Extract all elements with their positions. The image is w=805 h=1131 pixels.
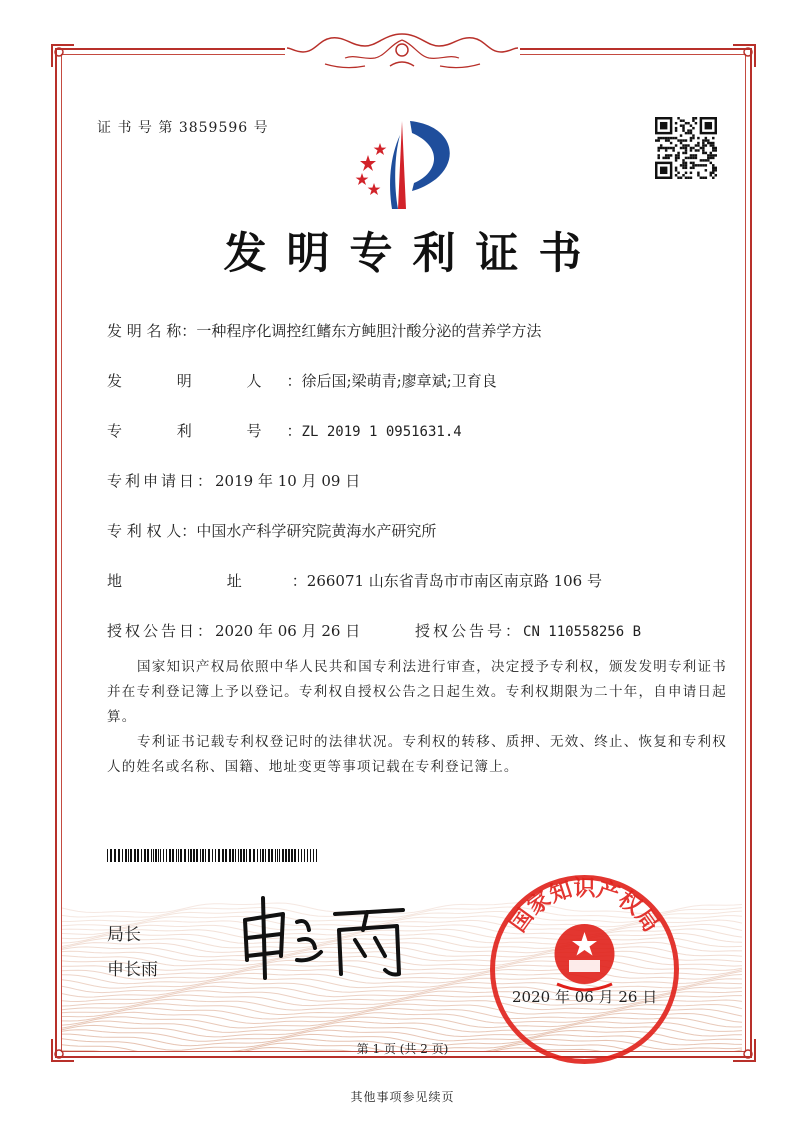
address-label: 地 址： bbox=[107, 572, 357, 590]
patent-number-label: 专 利 号： bbox=[107, 422, 327, 440]
certificate-number-label: 证 书 号 第 bbox=[97, 120, 174, 136]
grant-number-value: CN 110558256 B bbox=[523, 624, 642, 640]
field-patent-number bbox=[107, 420, 462, 441]
filing-date-label: 专利申请日： bbox=[107, 472, 216, 490]
filing-date-value: 2019 年 10 月 09 日 bbox=[215, 472, 361, 490]
certificate-number-value: 3859596 bbox=[178, 120, 249, 136]
patentee-label: 专 利 权 人： bbox=[107, 522, 197, 540]
qr-code[interactable] bbox=[655, 117, 717, 179]
statement-paragraph-1 bbox=[107, 655, 727, 730]
certificate-number-suffix: 号 bbox=[253, 120, 269, 136]
page-number: 第 1 页 (共 2 页) bbox=[356, 1042, 449, 1056]
field-filing-date bbox=[107, 470, 360, 491]
svg-text:国家知识产权局: 国家知识产权局 bbox=[505, 876, 664, 937]
grant-date-value: 2020 年 06 月 26 日 bbox=[215, 622, 361, 640]
top-crest-ornament bbox=[285, 30, 520, 74]
footer-note: 其他事项参见续页 bbox=[350, 1090, 455, 1104]
field-grant-number bbox=[415, 620, 641, 641]
cnipa-logo bbox=[340, 117, 460, 213]
paragraph-text: 专利证书记载专利权登记时的法律状况。专利权的转移、质押、无效、终止、恢复和专利权人的姓名或名称、国籍、地址变更等事项记载在专利登记簿上。 bbox=[107, 734, 727, 775]
page-title: 发明专利证书 bbox=[223, 229, 602, 279]
certificate-number bbox=[97, 117, 269, 137]
invention-name-label: 发 明 名 称： bbox=[107, 322, 197, 340]
invention-name-value: 一种程序化调控红鳍东方鲀胆汁酸分泌的营养学方法 bbox=[196, 322, 542, 340]
seal-date: 2020 年 06 月 26 日 bbox=[512, 988, 658, 1006]
field-address bbox=[107, 570, 602, 591]
grant-number-label: 授权公告号： bbox=[415, 622, 524, 640]
field-patentee bbox=[107, 520, 436, 541]
official-seal bbox=[487, 872, 682, 1067]
patent-number-value: ZL 2019 1 0951631.4 bbox=[301, 424, 462, 440]
director-title: 局长 bbox=[107, 925, 141, 945]
grant-date-label: 授权公告日： bbox=[107, 622, 216, 640]
paragraph-text: 国家知识产权局依照中华人民共和国专利法进行审查，决定授予专利权，颁发发明专利证书并在专利登记簿上予以登记。专利权自授权公告之日起生效。专利权期限为二十年，自申请日起算。 bbox=[107, 659, 727, 725]
field-invention-name bbox=[107, 320, 541, 341]
field-grant-date bbox=[107, 620, 360, 641]
address-value: 266071 山东省青岛市市南区南京路 106 号 bbox=[306, 572, 602, 590]
barcode bbox=[107, 849, 319, 862]
corner-ornament bbox=[731, 43, 757, 69]
inventors-label: 发 明 人： bbox=[107, 372, 327, 390]
inventors-value: 徐后国;梁萌青;廖章斌;卫育良 bbox=[301, 372, 497, 390]
corner-ornament bbox=[50, 43, 76, 69]
patentee-value: 中国水产科学研究院黄海水产研究所 bbox=[196, 522, 437, 540]
field-inventors bbox=[107, 370, 497, 391]
handwritten-signature bbox=[235, 890, 415, 980]
statement-paragraph-2 bbox=[107, 730, 727, 780]
director-name: 申长雨 bbox=[107, 960, 158, 980]
